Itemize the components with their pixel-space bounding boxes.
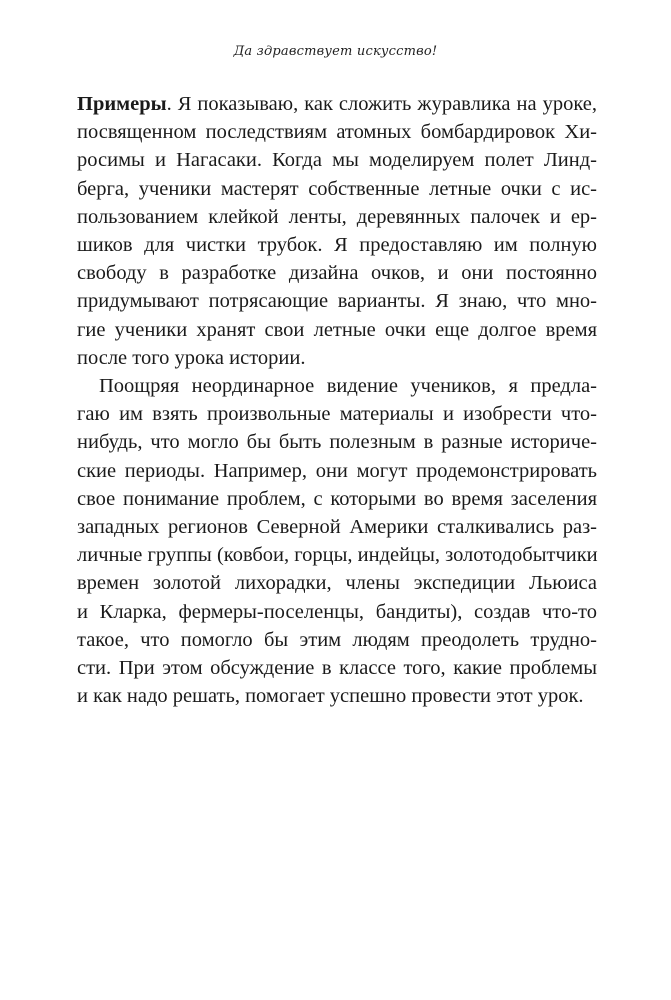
text-line: шиков для чистки трубок. Я предоставляю им полную bbox=[77, 234, 597, 257]
body-text bbox=[77, 90, 597, 710]
text-line: пользованием клейкой ленты, деревянных палочек и ер- bbox=[77, 205, 597, 228]
text-line: росимы и Нагасаки. Когда мы моделируем полет Линд- bbox=[77, 149, 597, 172]
text-line: личные группы (ковбои, горцы, индейцы, золотодобытчики bbox=[77, 544, 598, 567]
text-line: западных регионов Северной Америки сталкивались раз- bbox=[77, 516, 597, 539]
paragraph-encouragement bbox=[77, 372, 597, 710]
text-line: гаю им взять произвольные материалы и изобрести что- bbox=[77, 403, 597, 426]
text-line: посвященном последствиям атомных бомбардировок Хи- bbox=[77, 121, 597, 144]
text-line: сти. При этом обсуждение в классе того, какие проблемы bbox=[77, 657, 597, 680]
text-line bbox=[77, 90, 597, 118]
text-line: Поощряя неординарное видение учеников, я предла- bbox=[99, 375, 597, 398]
text-line-rest: . Я показываю, как сложить журавлика на уроке, bbox=[166, 93, 597, 115]
text-line: придумывают потрясающие варианты. Я знаю, что мно- bbox=[77, 290, 597, 313]
paragraph-lead-term: Примеры bbox=[77, 93, 167, 115]
text-line: после того урока истории. bbox=[77, 346, 306, 369]
text-line: времен золотой лихорадки, члены экспедиции Льюиса bbox=[77, 572, 597, 595]
text-line: свое понимание проблем, с которыми во время заселения bbox=[77, 487, 597, 510]
text-line: гие ученики хранят свои летные очки еще долгое время bbox=[77, 318, 597, 341]
paragraph-examples bbox=[77, 90, 597, 372]
running-head: Да здравствует искусство! bbox=[233, 44, 438, 59]
text-line: такое, что помогло бы этим людям преодолеть трудно- bbox=[77, 628, 597, 651]
text-line: и Кларка, фермеры-поселенцы, бандиты), создав что-то bbox=[77, 600, 597, 623]
text-line: ские периоды. Например, они могут продемонстрировать bbox=[77, 459, 597, 482]
text-line: свободу в разработке дизайна очков, и они постоянно bbox=[77, 262, 597, 285]
text-line: и как надо решать, помогает успешно провести этот урок. bbox=[77, 685, 584, 708]
text-line: нибудь, что могло бы быть полезным в разные историче- bbox=[77, 431, 597, 454]
text-line: берга, ученики мастерят собственные летные очки с ис- bbox=[77, 177, 597, 200]
